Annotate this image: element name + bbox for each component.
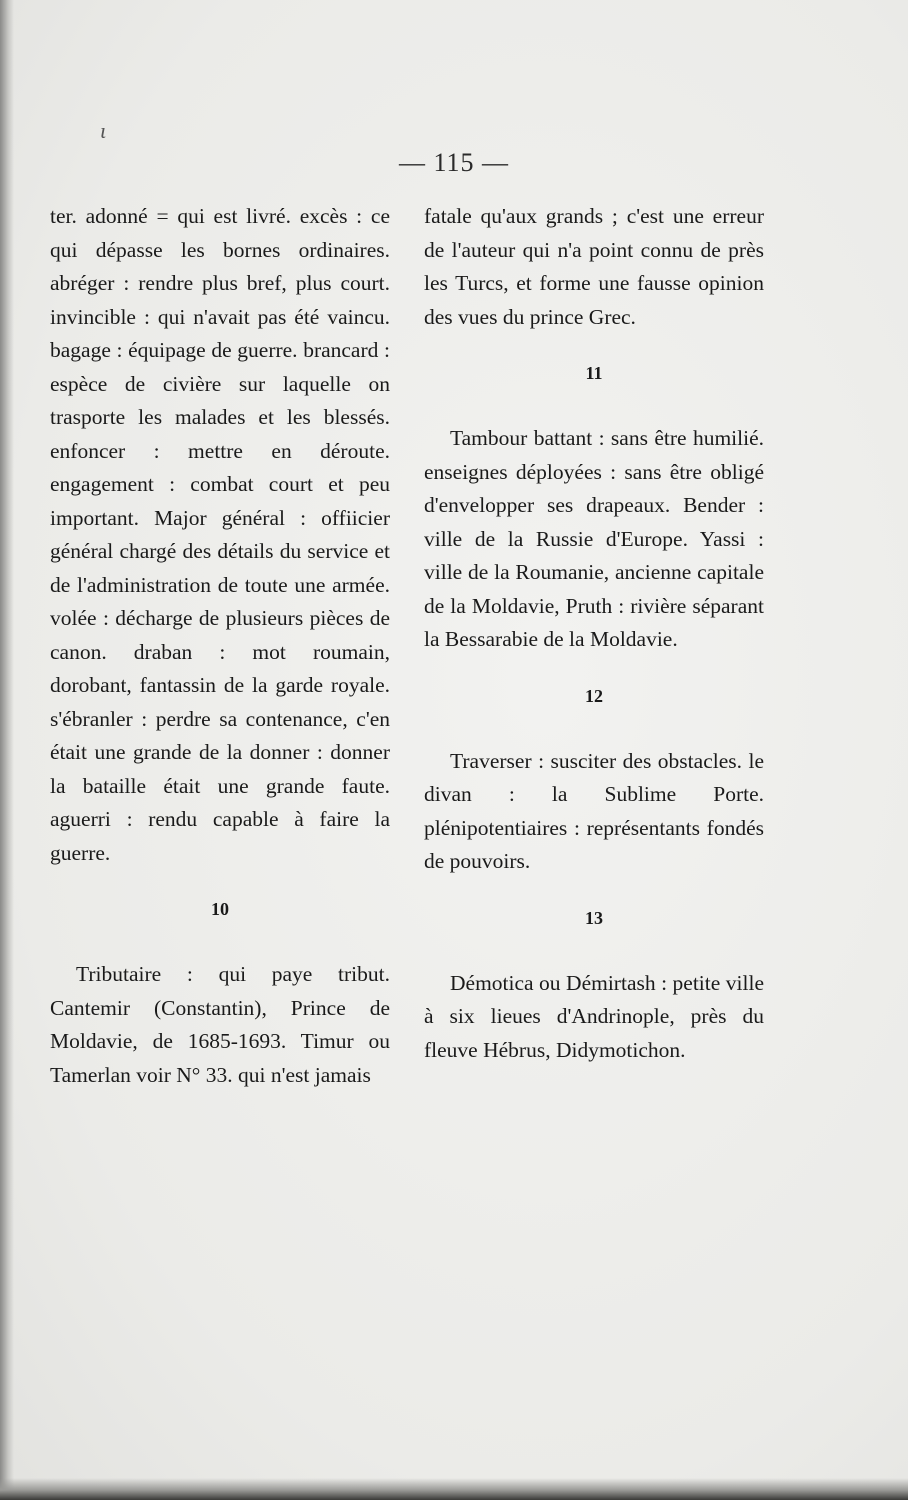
section-number-13: 13 [585,907,603,928]
left-paragraph-continuation: ter. adonné = qui est livré. excès : ce qui dépasse les bornes ordinaires. abréger : rendre plus bref, plus court. invincible : qui n'avait pas été vaincu. bagage : équipage de guerre. brancard : espèce de civière sur laquelle on trasporte les malades et les blessés. enfoncer : mettre en déroute. engagement : combat court et peu important. Major général : offiicier général chargé des détails du service et de l'administration de toute une armée. volée : décharge de plusieurs pièces de canon. draban : mot roumain, dorobant, fantassin de la garde royale. s'ébranler : perdre sa contenance, c'en était une grande de la donner : donner la bataille était une grande faute. aguerri : rendu capable à faire la guerre. [50,204,390,865]
spine-shadow [0,0,14,1500]
page-bottom-edge [0,1478,908,1500]
left-column [50,200,390,1092]
section-number-12: 12 [585,685,603,706]
section-13-text: Démotica ou Démirtash : petite ville à six lieues d'Andrinople, près du fleuve Hébrus, Didymotichon. [424,970,764,1062]
section-number-11: 11 [585,363,603,383]
pencil-mark: ɩ [100,118,107,143]
page-number: — 115 — [398,148,510,177]
right-paragraph-continuation: fatale qu'aux grands ; c'est une erreur de l'auteur qui n'a point connu de près les Turcs, et forme une fausse opinion des vues du prince Grec. [424,204,764,329]
section-12-text: Traverser : susciter des obstacles. le divan : la Sublime Porte. plénipotentiaires : représentants fondés de pouvoirs. [424,748,764,873]
section-11-text: Tambour battant : sans être humilié. enseignes déployées : sans être obligé d'envelopper ses drapeaux. Bender : ville de la Russie d'Europe. Yassi : ville de la Roumanie, ancienne capitale de la Moldavie, Pruth : rivière séparant la Bessarabie de la Moldavie. [424,426,764,651]
right-column [424,200,764,1067]
section-number-10: 10 [211,899,229,919]
section-10-text: Tributaire : qui paye tribut. Cantemir (Constantin), Prince de Moldavie, de 1685-1693. Timur ou Tamerlan voir N° 33. qui n'est jamais [50,962,390,1087]
